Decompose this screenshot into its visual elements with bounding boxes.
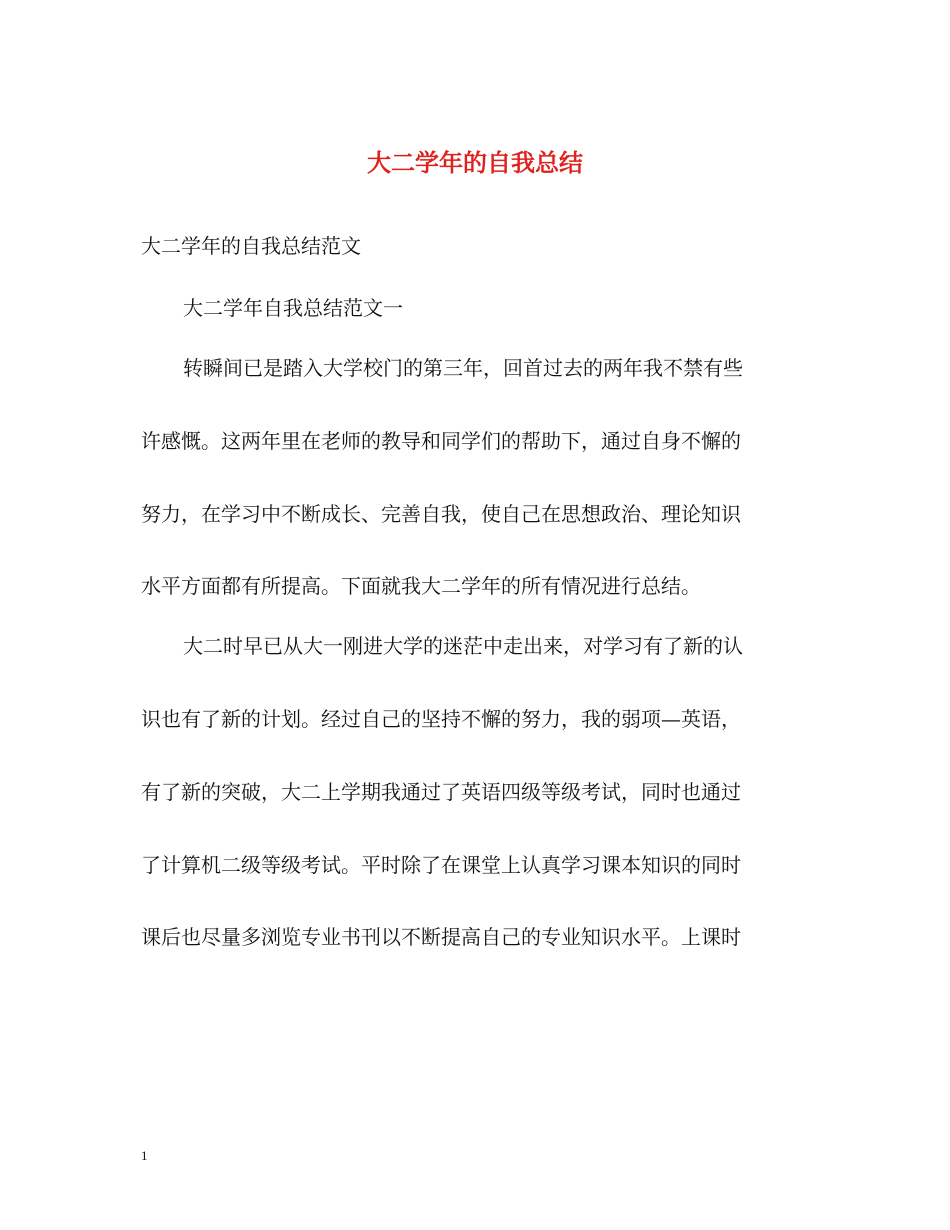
- body-line: 了计算机二级等级考试。平时除了在课堂上认真学习课本知识的同时: [141, 853, 741, 877]
- body-line: 努力，在学习中不断成长、完善自我，使自己在思想政治、理论知识: [141, 502, 741, 526]
- body-line: 课后也尽量多浏览专业书刊以不断提高自己的专业知识水平。上课时: [141, 925, 741, 949]
- body-line: 识也有了新的计划。经过自己的坚持不懈的努力，我的弱项—英语，: [141, 707, 741, 731]
- body-line: 许感慨。这两年里在老师的教导和同学们的帮助下，通过自身不懈的: [141, 429, 741, 453]
- document-title: 大二学年的自我总结: [367, 148, 583, 177]
- body-line: 有了新的突破，大二上学期我通过了英语四级等级考试，同时也通过: [141, 780, 741, 804]
- section-heading: 大二学年自我总结范文一: [183, 296, 403, 320]
- page-number: 1: [141, 1148, 148, 1163]
- subtitle: 大二学年的自我总结范文: [141, 234, 361, 258]
- body-line: 水平方面都有所提高。下面就我大二学年的所有情况进行总结。: [141, 574, 701, 598]
- body-line: 转瞬间已是踏入大学校门的第三年，回首过去的两年我不禁有些: [183, 356, 743, 380]
- body-line: 大二时早已从大一刚进大学的迷茫中走出来，对学习有了新的认: [183, 634, 743, 658]
